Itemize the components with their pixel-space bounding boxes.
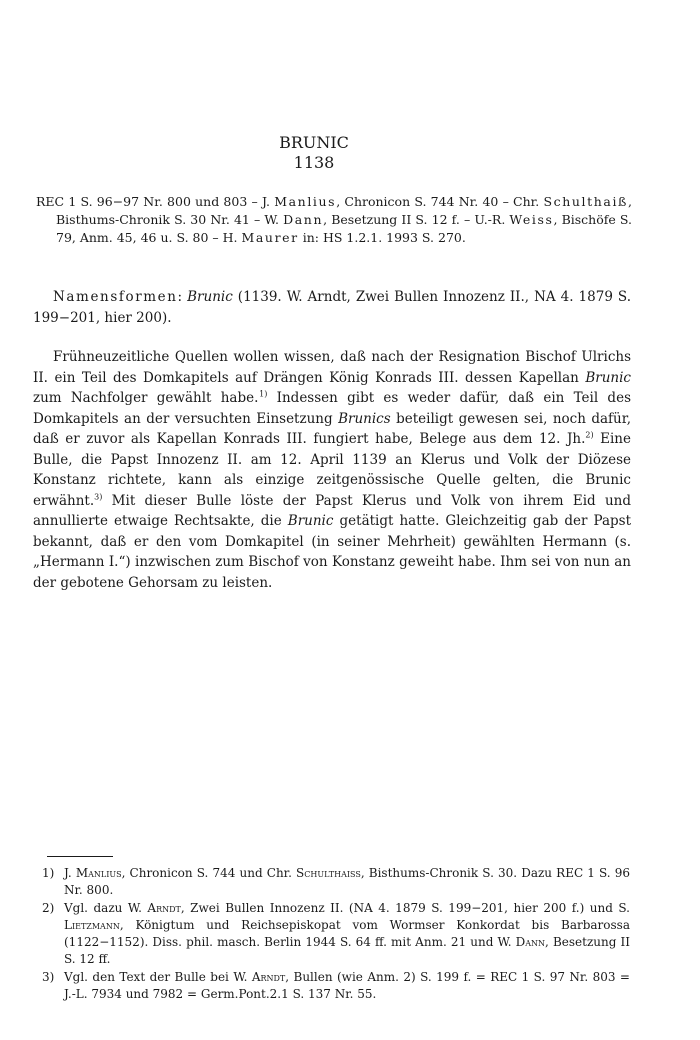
sources-text: , Bisthums-Chronik S. 30 Nr. 41 – W. (56, 194, 632, 227)
name-forms-paragraph (33, 287, 631, 328)
author-schulthaiss: Schulthaiß (543, 194, 629, 209)
footnote-ref-3[interactable]: 3) (94, 492, 103, 501)
main-text: Eine Bulle, die Papst Innozenz II. am 12. April 1139 an Klerus und Volk der Diözese Konstanz richtete, kann als einzige zeitgenössische Quelle gelten, die Brunic erwähnt. (33, 431, 631, 509)
footnote-text: Vgl. dazu W. (64, 901, 148, 915)
sources-block (36, 193, 632, 247)
sources-text: , Bischöfe S. 79, Anm. 45, 46 u. S. 80 – H. (56, 212, 632, 245)
author-arndt: Arndt (147, 901, 181, 915)
footnote-text: , Besetzung II S. 12 ff. (64, 935, 630, 966)
footnote-3 (40, 969, 630, 1003)
footnote-divider (47, 856, 113, 857)
main-text: getätigt hatte. Gleichzeitig gab der Papst bekannt, daß er den vom Domkapitel (in seiner Mehrheit) gewählten Hermann (s. „Hermann I.“) inzwischen zum Bischof von Konstanz geweiht habe. Ihm sei von nun an der gebotene Gehorsam zu leisten. (33, 513, 631, 591)
footnote-ref-1[interactable]: 1) (259, 389, 268, 399)
footnote-text: J. (64, 866, 76, 880)
body-text (33, 287, 631, 593)
footnote-text: , Zwei Bullen Innozenz II. (NA 4. 1879 S. 199−201, hier 200 f.) und S. (180, 901, 630, 915)
main-paragraph (33, 347, 631, 593)
footnote-1 (40, 865, 630, 899)
sources-text: , Besetzung II S. 12 f. – U.-R. (323, 212, 510, 227)
name-brunics: Brunics (338, 410, 391, 427)
author-dann: Dann (515, 935, 546, 949)
author-weiss: Weiss (509, 212, 554, 227)
main-text: beteiligt gewesen sei, noch dafür, daß er zuvor als Kapellan Konrads III. fungiert habe, Belege aus dem 12. Jh. (33, 410, 631, 447)
footnote-text: , Bisthums-Chronik S. 30. Dazu REC 1 S. 96 Nr. 800. (64, 866, 631, 897)
name-form-brunic: Brunic (187, 289, 233, 305)
sources-text: in: HS 1.2.1. 1993 S. 270. (298, 230, 466, 245)
footnote-text: , Chronicon S. 744 und Chr. (121, 866, 297, 880)
footnote-text: , Königtum und Reichsepiskopat vom Wormser Konkordat bis Barbarossa (1122−1152). Diss. phil. masch. Berlin 1944 S. 64 ff. mit Anm. 21 und W. (64, 918, 630, 949)
author-maurer: Maurer (241, 230, 299, 245)
name-brunic: Brunic (585, 369, 631, 386)
footnote-ref-2[interactable]: 2) (585, 430, 594, 440)
footnote-ref-number: 3 (94, 492, 100, 501)
footnote-mark: 3) (42, 970, 55, 984)
entry-heading (0, 133, 628, 173)
main-text: Indessen gibt es weder dafür, daß ein Teil des Domkapitels an der versuchten Einsetzung (33, 390, 631, 427)
footnote-ref-number: 2 (585, 430, 591, 440)
sources-text: , Chronicon S. 744 Nr. 40 – Chr. (336, 194, 544, 209)
name-forms-text: (1139. W. Arndt, Zwei Bullen Innozenz II., NA 4. 1879 S. 199−201, hier 200). (33, 289, 631, 326)
author-schulthaiss: Schulthaiß (296, 866, 361, 880)
entry-year: 1138 (293, 153, 335, 172)
sources-text: REC 1 S. 96−97 Nr. 800 und 803 – J. (36, 194, 275, 209)
name-brunic: Brunic (287, 513, 334, 529)
footnote-text: Vgl. den Text der Bulle bei W. (64, 970, 252, 984)
name-forms-colon: : (177, 289, 188, 305)
entry-title: BRUNIC (279, 133, 349, 152)
author-lietzmann: Lietzmann (64, 918, 120, 932)
author-dann: Dann (283, 212, 324, 227)
main-text: zum Nachfolger gewählt habe. (33, 390, 259, 406)
footnote-ref-number: 1 (259, 389, 265, 399)
footnote-text: , Bullen (wie Anm. 2) S. 199 f. = REC 1 S. 97 Nr. 803 = J.-L. 7934 und 7982 = Germ.Pont.2.1 S. 137 Nr. 55. (64, 970, 630, 1001)
name-forms-label: Namensformen (53, 289, 178, 305)
main-text: Mit dieser Bulle löste der Papst Klerus und Volk von ihrem Eid und annullierte etwaige Rechtsakte, die (33, 492, 631, 529)
sources-paragraph (36, 193, 632, 247)
author-manlius: Manlius (75, 866, 122, 880)
footnote-mark: 2) (42, 901, 55, 915)
footnotes (40, 865, 630, 1004)
footnote-mark: 1) (42, 866, 55, 880)
author-arndt: Arndt (251, 970, 286, 984)
main-text: Frühneuzeitliche Quellen wollen wissen, daß nach der Resignation Bischof Ulrichs II. ein Teil des Domkapitels auf Drängen König Konrads III. dessen Kapellan (33, 349, 631, 386)
author-manlius: Manlius (274, 194, 337, 209)
footnote-2 (40, 900, 630, 968)
